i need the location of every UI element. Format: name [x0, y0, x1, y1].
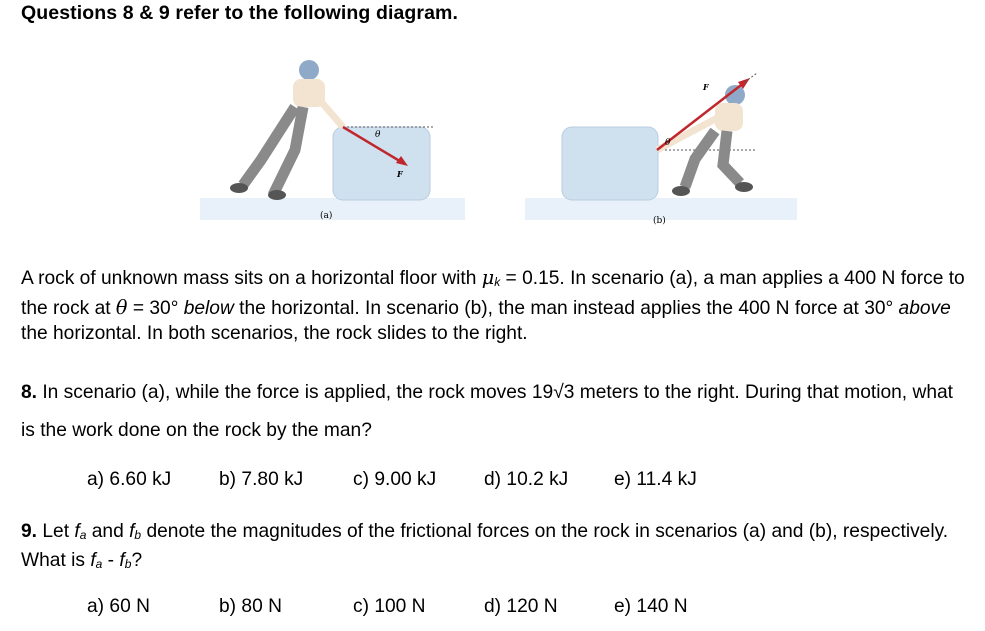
force-label-b: F: [703, 82, 709, 92]
person-a: [230, 60, 343, 200]
answer-option: b) 80 N: [219, 596, 282, 617]
physics-diagram: [195, 55, 805, 235]
question-9: 9. Let $f_a$ and $f_b$ denote the magnitudes of the frictional forces on the rock in scenarios (a) and (b), respectively. What is $f_a - f_b$?: [21, 521, 949, 571]
answer-option: c) 100 N: [353, 596, 426, 617]
person-b: [657, 85, 753, 196]
question-8-answers: [87, 469, 697, 491]
floor-a: [200, 198, 465, 220]
answer-option: d) 10.2 kJ: [484, 469, 569, 490]
answer-option: a) 6.60 kJ: [87, 469, 172, 490]
question-9-answers: [87, 596, 688, 618]
theta-label-b: θ: [665, 138, 671, 148]
theta-label-a: θ: [375, 130, 381, 140]
rock-a: [333, 127, 430, 200]
rock-b: [562, 127, 658, 200]
label-b: (b): [653, 216, 666, 226]
problem-description: A rock of unknown mass sits on a horizontal floor with $\mu_k = 0.15$. In scenario (a), a man applies a 400 N force to the rock at θ = 30° below the horizontal. In scenario (b), the man instead applies the 400 N force at 30° above the horizontal. In both scenarios, the rock slides to the right.: [21, 266, 965, 344]
label-a: (a): [320, 211, 333, 221]
answer-option: b) 7.80 kJ: [219, 469, 304, 490]
answer-option: c) 9.00 kJ: [353, 469, 437, 490]
question-8: 8. In scenario (a), while the force is applied, the rock moves 19√3 meters to the right. During that motion, what is the work done on the rock by the man?: [21, 382, 953, 441]
force-label-a: F: [397, 169, 403, 179]
answer-option: e) 11.4 kJ: [614, 469, 697, 490]
answer-option: a) 60 N: [87, 596, 150, 617]
answer-option: e) 140 N: [614, 596, 688, 617]
page-title: Questions 8 & 9 refer to the following diagram.: [21, 2, 459, 24]
answer-option: d) 120 N: [484, 596, 558, 617]
